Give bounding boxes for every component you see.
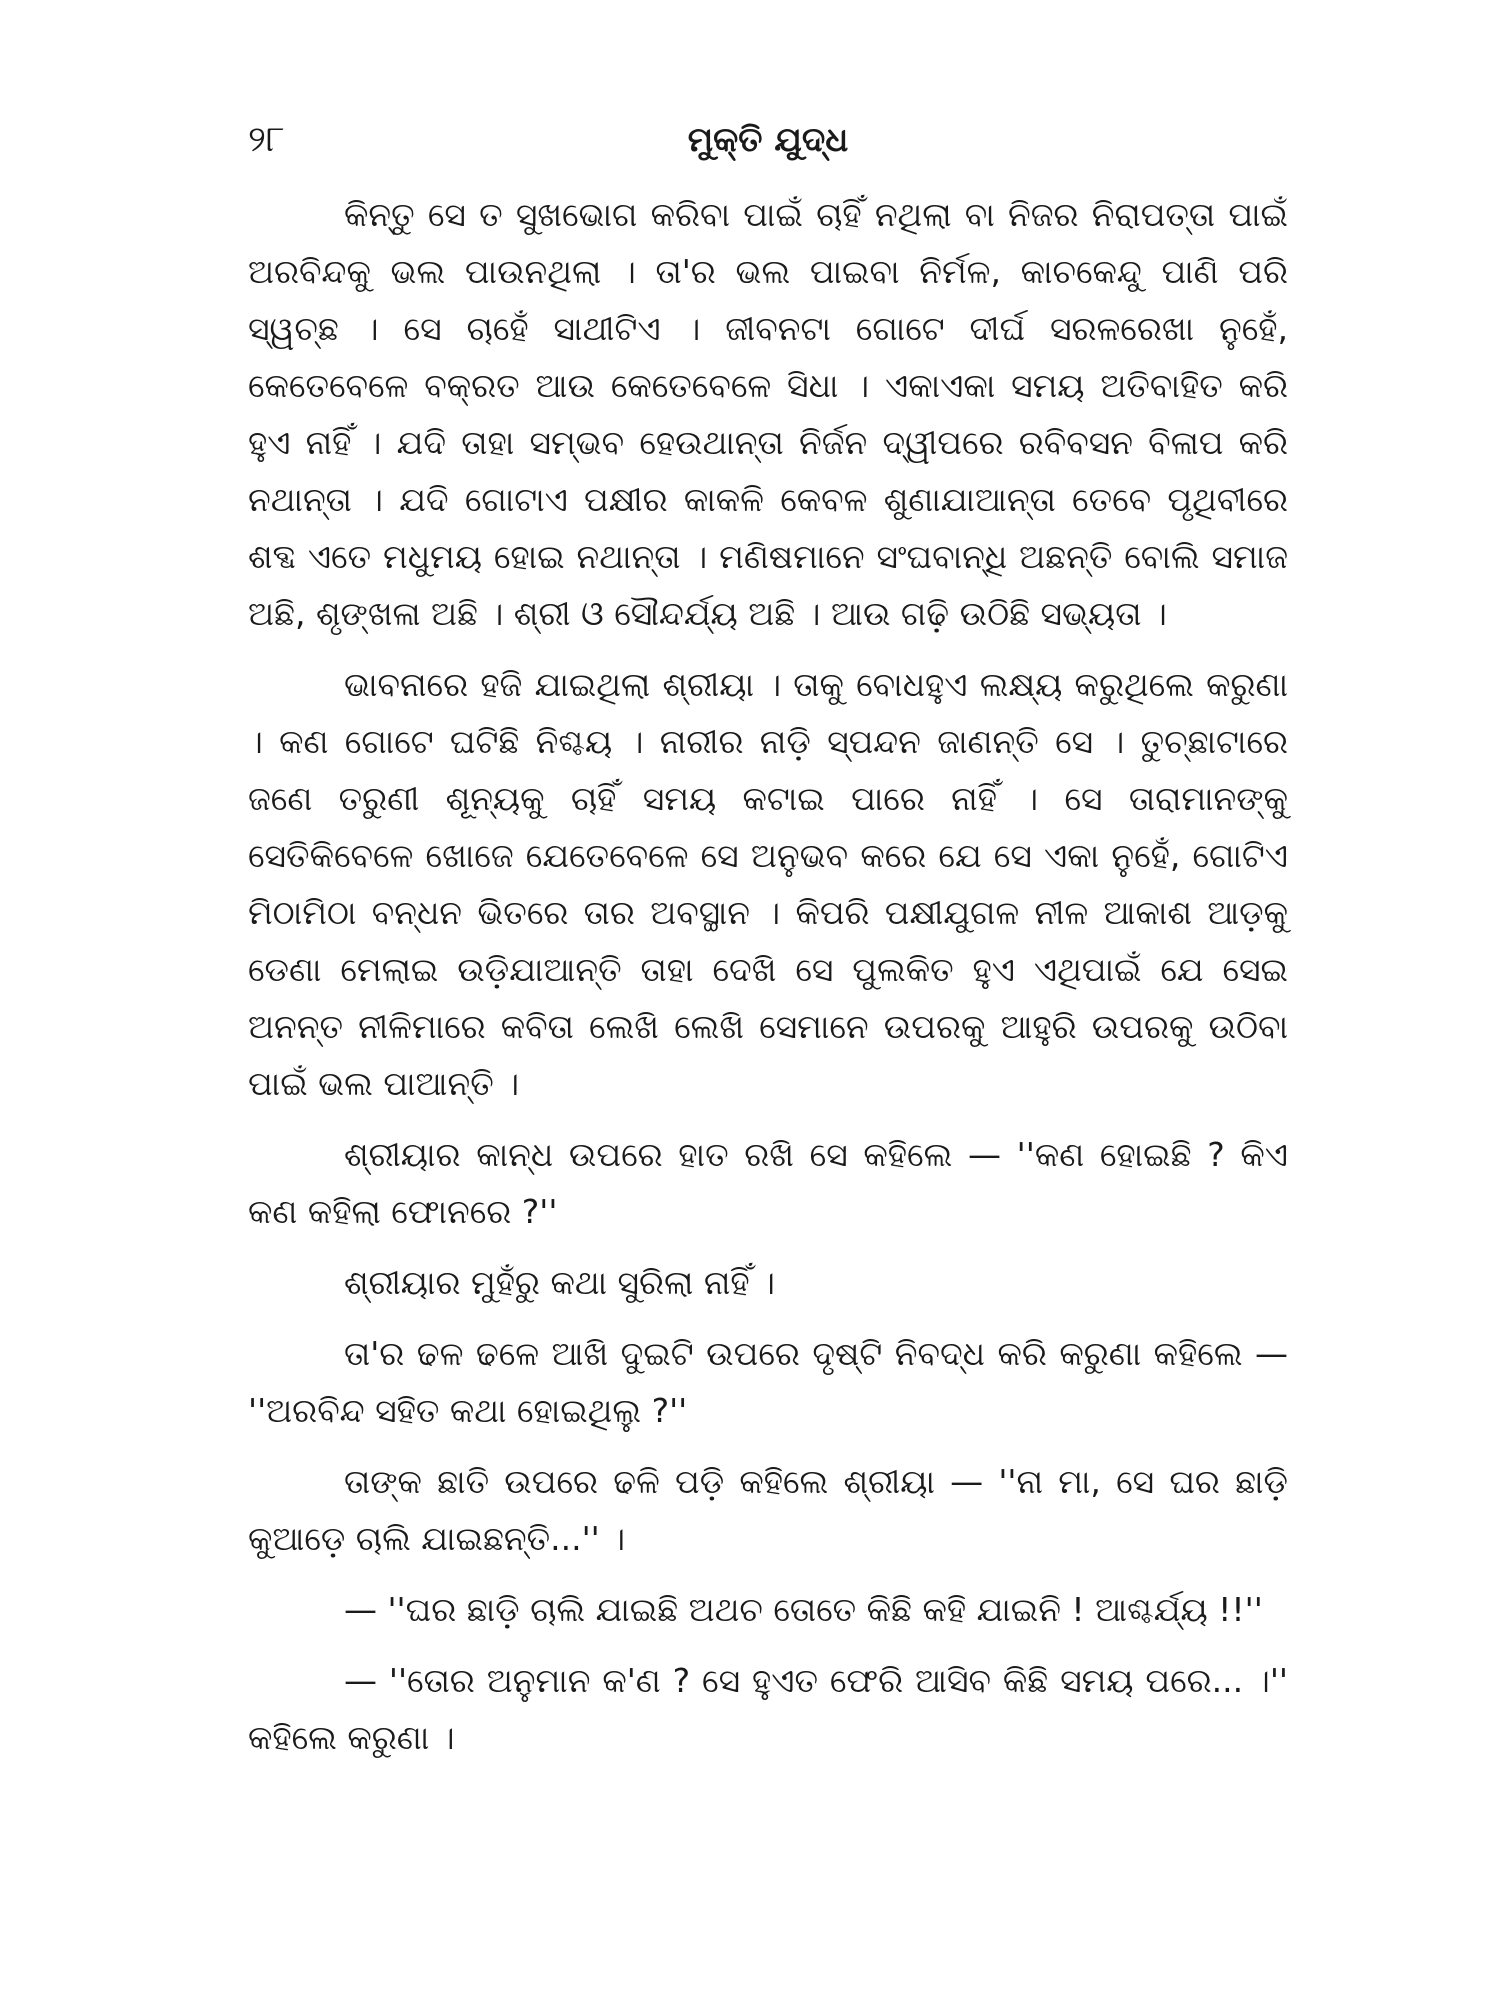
paragraph: ତାଙ୍କ ଛାତି ଉପରେ ଢଳି ପଡ଼ି କହିଲେ ଶ୍ରୀୟା — ''ନା ମା, ସେ ଘର ଛାଡ଼ି କୁଆଡ଼େ ଚାଲି ଯାଇଛନ୍ତି...'' । <box>248 1462 1288 1558</box>
paragraph: ତା'ର ଢଳ ଢଳେ ଆଖି ଦୁଇଟି ଉପରେ ଦୃଷ୍ଟି ନିବଦ୍ଧ କରି କରୁଣା କହିଲେ — ''ଅରବିନ୍ଦ ସହିତ କଥା ହୋଇଥିଲୁ ?'' <box>248 1334 1288 1430</box>
paragraph: ଶ୍ରୀୟାର କାନ୍ଧ ଉପରେ ହାତ ରଖି ସେ କହିଲେ — ''କଣ ହୋଇଛି ? କିଏ କଣ କହିଲା ଫୋନରେ ?'' <box>248 1135 1288 1231</box>
paragraph: ଭାବନାରେ ହଜି ଯାଇଥିଲା ଶ୍ରୀୟା । ତାକୁ ବୋଧହୁଏ ଲକ୍ଷ୍ୟ କରୁଥିଲେ କରୁଣା । କଣ ଗୋଟେ ଘଟିଛି ନିଶ୍ଚୟ । ନାରୀର ନାଡ଼ି ସ୍ପନ୍ଦନ ଜାଣନ୍ତି ସେ । ତୁଚ୍ଛାଟାରେ ଜଣେ ତରୁଣୀ ଶୂନ୍ୟକୁ ଚାହିଁ ସମୟ କଟାଇ ପାରେ ନାହିଁ । ସେ ତାରାମାନଙ୍କୁ ସେତିକିବେଳେ ଖୋଜେ ଯେତେବେଳେ ସେ ଅନୁଭବ କରେ ଯେ ସେ ଏକା ନୁହେଁ, ଗୋଟିଏ ମିଠାମିଠା ବନ୍ଧନ ଭିତରେ ତାର ଅବସ୍ଥାନ । କିପରି ପକ୍ଷୀଯୁଗଳ ନୀଳ ଆକାଶ ଆଡ଼କୁ ଡେଣା ମେଲାଇ ଉଡ଼ିଯାଆନ୍ତି ତାହା ଦେଖି ସେ ପୁଲକିତ ହୁଏ ଏଥିପାଇଁ ଯେ ସେଇ ଅନନ୍ତ ନୀଳିମାରେ କବିତା ଲେଖି ଲେଖି ସେମାନେ ଉପରକୁ ଆହୁରି ଉପରକୁ ଉଠିବା ପାଇଁ ଭଲ ପାଆନ୍ତି । <box>248 665 1288 1103</box>
page-header <box>248 110 1288 170</box>
running-title: ମୁକ୍ତି ଯୁଦ୍ଧ <box>687 120 849 160</box>
paragraph: କିନ୍ତୁ ସେ ତ ସୁଖଭୋଗ କରିବା ପାଇଁ ଚାହିଁ ନଥିଲା ବା ନିଜର ନିରାପତ୍ତା ପାଇଁ ଅରବିନ୍ଦକୁ ଭଲ ପାଉନଥିଲା । ତା'ର ଭଲ ପାଇବା ନିର୍ମଳ, କାଚକେନ୍ଦୁ ପାଣି ପରି ସ୍ୱଚ୍ଛ । ସେ ଚାହେଁ ସାଥୀଟିଏ । ଜୀବନଟା ଗୋଟେ ଦୀର୍ଘ ସରଳରେଖା ନୁହେଁ, କେତେବେଳେ ବକ୍ରତ ଆଉ କେତେବେଳେ ସିଧା । ଏକାଏକା ସମୟ ଅତିବାହିତ କରି ହୁଏ ନାହିଁ । ଯଦି ତାହା ସମ୍ଭବ ହେଉଥାନ୍ତା ନିର୍ଜନ ଦ୍ୱୀପରେ ରବିବସନ ବିଳାପ କରି ନଥାନ୍ତା । ଯଦି ଗୋଟାଏ ପକ୍ଷୀର କାକଳି କେବଳ ଶୁଣାଯାଆନ୍ତା ତେବେ ପୃଥିବୀରେ ଶବ୍ଦ ଏତେ ମଧୁମୟ ହୋଇ ନଥାନ୍ତା । ମଣିଷମାନେ ସଂଘବାନ୍ଧି ଅଛନ୍ତି ବୋଲି ସମାଜ ଅଛି, ଶୃଙ୍ଖଳା ଅଛି । ଶ୍ରୀ ଓ ସୌନ୍ଦର୍ଯ୍ୟ ଅଛି । ଆଉ ଗଢ଼ି ଉଠିଛି ସଭ୍ୟତା । <box>248 195 1288 633</box>
body-text <box>248 186 1288 1780</box>
page-number: ୨୮ <box>248 119 285 160</box>
paragraph: — ''ଘର ଛାଡ଼ି ଚାଲି ଯାଇଛି ଅଥଚ ତୋତେ କିଛି କହି ଯାଇନି ! ଆଶ୍ଚର୍ଯ୍ୟ !!'' <box>344 1590 1263 1629</box>
paragraph: ଶ୍ରୀୟାର ମୁହଁରୁ କଥା ସୁରିଲା ନାହିଁ । <box>344 1263 775 1302</box>
paragraph: — ''ତୋର ଅନୁମାନ କ'ଣ ? ସେ ହୁଏତ ଫେରି ଆସିବ କିଛି ସମୟ ପରେ... ।'' କହିଲେ କରୁଣା । <box>248 1661 1288 1757</box>
